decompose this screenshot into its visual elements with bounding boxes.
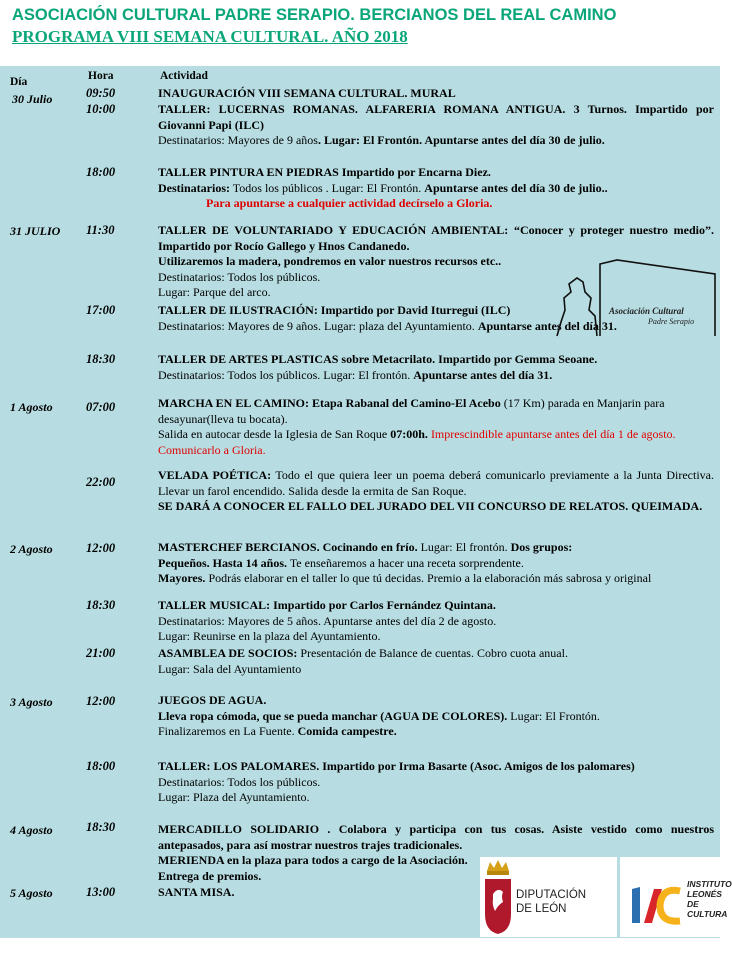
activity-route: : Etapa Rabanal del Camino-El Acebo bbox=[305, 396, 501, 410]
activity-signup: Apuntarse antes del día 31. bbox=[477, 318, 617, 333]
activity-audience: Destinatarios: bbox=[158, 180, 230, 195]
diputacion-name bbox=[516, 888, 586, 916]
day-label: 31 JULIO bbox=[10, 224, 61, 238]
day-label: 30 Julio bbox=[12, 92, 53, 106]
time-label: 07:00 bbox=[86, 400, 116, 414]
activity-title: MARCHA EN EL CAMINO bbox=[158, 396, 306, 410]
activity-title: TALLER: LUCERNAS ROMANAS. ALFARERIA ROMANA ANTIGUA. 3 Turnos. Impartido por Giovanni Papi (ILC) bbox=[158, 102, 714, 132]
activity-detail: Presentación de Balance de cuentas. Cobro cuota anual. bbox=[297, 646, 568, 660]
activity-groups: Dos grupos: bbox=[510, 540, 573, 554]
activity-title: JUEGOS DE AGUA. bbox=[158, 693, 267, 707]
time-label: 22:00 bbox=[86, 475, 116, 489]
time-label: 18:30 bbox=[86, 352, 116, 366]
time-label: 12:00 bbox=[86, 541, 116, 555]
activity-title: SANTA MISA. bbox=[158, 885, 235, 899]
activity-detail: Lleva ropa cómoda, que se pueda manchar (AGUA DE COLORES). bbox=[158, 708, 508, 723]
group-older: Mayores. bbox=[158, 571, 206, 585]
activity-title: TALLER PINTURA EN PIEDRAS Impartido por Encarna Diez. bbox=[158, 165, 491, 179]
day-label: 1 Agosto bbox=[10, 400, 53, 414]
column-header-time: Hora bbox=[88, 70, 114, 82]
crown-shield-icon bbox=[483, 859, 513, 935]
diputacion-leon-logo bbox=[480, 857, 617, 937]
time-label: 18:00 bbox=[86, 759, 116, 773]
activity-signup: Apuntarse antes del día 30 de julio.. bbox=[424, 180, 608, 195]
activity-audience: Destinatarios: Mayores de 9 años. Lugar: plaza del Ayuntamiento. bbox=[158, 318, 478, 333]
activity-entry bbox=[158, 598, 714, 645]
activity-location: Lugar: Reunirse en la plaza del Ayuntamiento. bbox=[158, 629, 381, 643]
activity-location: Lugar: El Frontón. bbox=[507, 708, 600, 723]
prizes: Entrega de premios. bbox=[158, 868, 262, 883]
activity-location: Lugar: Sala del Ayuntamiento bbox=[158, 661, 302, 676]
activity-detail: . Lugar: El Frontón. bbox=[317, 133, 425, 147]
diputacion-line1: DIPUTACIÓN bbox=[516, 889, 587, 901]
activity-detail: (17 Km) parada en Manjarin para desayunar(lleva tu bocata). bbox=[158, 396, 665, 426]
departure-time: 07:00h. bbox=[390, 427, 428, 441]
ilc-name bbox=[687, 879, 732, 919]
column-header-activity: Actividad bbox=[160, 70, 208, 82]
activity-title: VELADA POÉTICA: bbox=[158, 468, 272, 482]
time-label: 18:30 bbox=[86, 598, 116, 612]
activity-entry bbox=[158, 646, 714, 677]
contest-announcement: SE DARÁ A CONOCER EL FALLO DEL JURADO DEL VII CONCURSO DE RELATOS. QUEIMADA. bbox=[158, 499, 703, 513]
program-panel bbox=[0, 66, 720, 938]
group-older-detail: Podrás elaborar en el taller lo que tú decidas. Premio a la elaboración más sabrosa y original bbox=[205, 571, 652, 585]
activity-meal: Comida campestre. bbox=[297, 724, 397, 738]
program-subtitle: PROGRAMA VIII SEMANA CULTURAL. AÑO 2018 bbox=[12, 27, 408, 46]
activity-audience: Destinatarios: Todos los públicos. bbox=[158, 269, 321, 284]
activity-detail: . Colabora y participa con tus cosas. Asiste vestido como nuestros antepasados, para así mostrar nuestros trajes tradicionales. bbox=[158, 822, 714, 852]
activity-location: Lugar: El frontón. bbox=[417, 540, 511, 554]
day-label: 4 Agosto bbox=[10, 823, 53, 837]
activity-entry bbox=[158, 86, 714, 102]
ilc-line2: LEONÉS DE bbox=[687, 889, 722, 909]
activity-title: TALLER DE VOLUNTARIADO Y EDUCACIÓN AMBIENTAL: “Conocer y proteger nuestro medio”. Impartido por Rocío Gallego y Hnos Candanedo. bbox=[158, 223, 714, 253]
ilc-line3: CULTURA bbox=[687, 909, 728, 919]
activity-departure: Salida en autocar desde la Iglesia de San Roque bbox=[158, 427, 391, 441]
activity-detail: Todos los públicos . Lugar: El Frontón. bbox=[230, 180, 425, 195]
activity-location: Lugar: Parque del arco. bbox=[158, 285, 271, 299]
activity-title: TALLER DE ILUSTRACIÓN: Impartido por David Iturregui (ILC) bbox=[158, 303, 511, 317]
day-label: 3 Agosto bbox=[10, 695, 53, 709]
activity-signup: Apuntarse antes del día 30 de julio. bbox=[424, 133, 605, 147]
church-watermark bbox=[555, 258, 720, 338]
activity-entry bbox=[158, 352, 714, 383]
time-label: 18:00 bbox=[86, 165, 116, 179]
activity-title: ASAMBLEA DE SOCIOS: bbox=[158, 646, 298, 660]
activity-detail: Todo el que quiera leer un poema deberá comunicarlo previamente a la Junta Directiva. Llevar un farol encendido. Salida desde la ermita de San Roque. bbox=[158, 468, 714, 498]
watermark-line2: Padre Serapio bbox=[648, 317, 695, 326]
activity-audience: Destinatarios: Mayores de 9 años bbox=[158, 133, 318, 147]
activity-title: TALLER DE ARTES PLASTICAS sobre Metacrilato. Impartido por Gemma Seoane. bbox=[158, 352, 598, 366]
watermark-line1: Asociación Cultural bbox=[609, 306, 684, 316]
activity-audience: Destinatarios: Todos los públicos. bbox=[158, 774, 321, 789]
activity-entry bbox=[158, 165, 714, 212]
time-label: 10:00 bbox=[86, 102, 116, 116]
activity-entry bbox=[158, 468, 714, 515]
activity-entry bbox=[158, 396, 714, 458]
time-label: 17:00 bbox=[86, 303, 116, 317]
diputacion-line2: DE LEÓN bbox=[516, 903, 567, 915]
ilc-logo bbox=[620, 857, 732, 937]
ilc-line1: INSTITUTO bbox=[687, 879, 732, 889]
time-label: 13:00 bbox=[86, 885, 116, 899]
time-label: 11:30 bbox=[86, 223, 115, 237]
signup-notice: Para apuntarse a cualquier actividad decírselo a Gloria. bbox=[206, 196, 493, 210]
day-label: 5 Agosto bbox=[10, 886, 53, 900]
activity-entry bbox=[158, 102, 714, 149]
snack-label: MERIENDA bbox=[158, 853, 225, 867]
day-label: 2 Agosto bbox=[10, 542, 53, 556]
ilc-mark-icon bbox=[628, 883, 684, 927]
group-small: Pequeños. Hasta 14 años. bbox=[158, 555, 288, 570]
activity-entry bbox=[158, 540, 714, 587]
snack-detail: en la plaza para todos a cargo de la Asociación. bbox=[224, 853, 468, 867]
activity-title: TALLER MUSICAL: Impartido por Carlos Fernández Quintana. bbox=[158, 598, 496, 612]
column-header-day: Día bbox=[10, 76, 28, 88]
activity-entry bbox=[158, 759, 714, 806]
activity-ending: Finalizaremos en La Fuente. bbox=[158, 724, 298, 738]
activity-location: Lugar: Plaza del Ayuntamiento. bbox=[158, 790, 310, 804]
activity-title: MASTERCHEF BERCIANOS. Cocinando en frío. bbox=[158, 540, 418, 554]
activity-detail: Utilizaremos la madera, pondremos en valor nuestros recursos etc.. bbox=[158, 254, 502, 268]
time-label: 18:30 bbox=[86, 820, 116, 834]
activity-title: TALLER: LOS PALOMARES. Impartido por Irma Basarte (Asoc. Amigos de los palomares) bbox=[158, 759, 635, 773]
signup-notice: Imprescindible apuntarse antes del día 1 de agosto. Comunicarlo a Gloria. bbox=[158, 427, 676, 457]
time-label: 09:50 bbox=[86, 86, 116, 100]
activity-signup: Apuntarse antes del día 31. bbox=[413, 367, 553, 382]
activity-title: MERCADILLO SOLIDARIO bbox=[158, 822, 320, 836]
time-label: 21:00 bbox=[86, 646, 116, 660]
page-title: ASOCIACIÓN CULTURAL PADRE SERAPIO. BERCIANOS DEL REAL CAMINO bbox=[12, 6, 617, 24]
activity-audience: Destinatarios: Todos los públicos. Lugar: El frontón. bbox=[158, 367, 414, 382]
activity-entry bbox=[158, 693, 714, 740]
time-label: 12:00 bbox=[86, 694, 116, 708]
activity-audience: Destinatarios: Mayores de 5 años. Apuntarse antes del día 2 de agosto. bbox=[158, 613, 497, 628]
activity-title: INAUGURACIÓN VIII SEMANA CULTURAL. MURAL bbox=[158, 86, 456, 100]
group-small-detail: Te enseñaremos a hacer una receta sorprendente. bbox=[287, 555, 524, 570]
